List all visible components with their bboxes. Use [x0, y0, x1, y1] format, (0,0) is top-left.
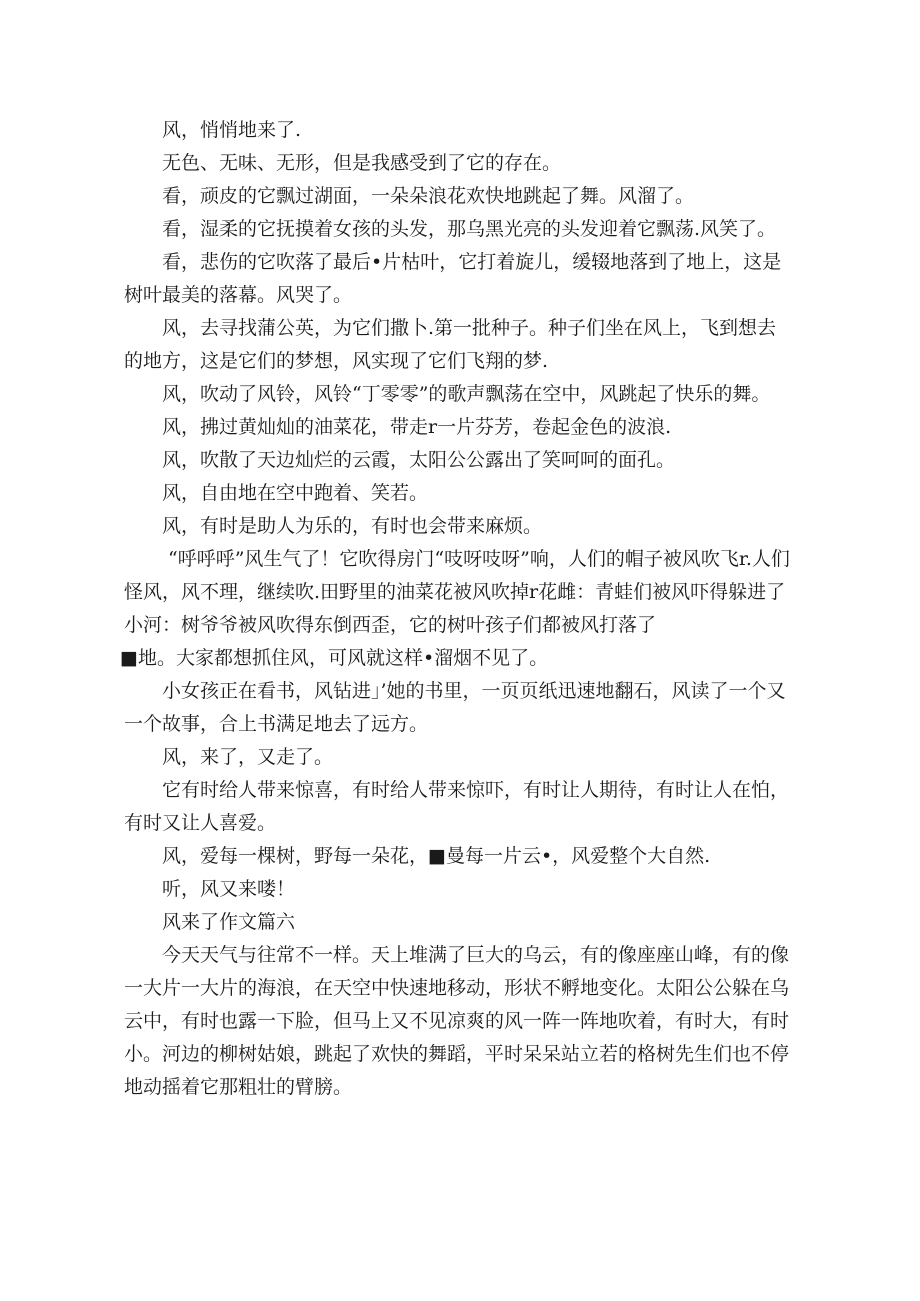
paragraph: 风，有时是助人为乐的，有时也会带来麻烦。	[162, 515, 543, 537]
paragraph: 看，顽皮的它飘过湖面，一朵朵浪花欢快地跳起了舞。风溜了。	[162, 185, 695, 207]
paragraph: 风，去寻找蒲公英，为它们撒卜.第一批种子。种子们坐在风上，飞到想去的地方，这是它们的梦想，风实现了它们飞翔的梦.	[124, 317, 777, 372]
paragraph: 听，风又来喽！	[162, 878, 296, 900]
paragraph: 风，爱每一棵树，野每一朵花，■曼每一片云•，风爱整个大自然.	[162, 845, 711, 867]
paragraph: “呼呼呼”风生气了！它吹得房门“吱呀吱呀”响，人们的帽子被风吹飞r.人们怪风，风不理，继续吹.田野里的油菜花被风吹掉r花雌：青蛙们被风吓得躲进了小河：树爷爷被风吹得东倒西歪，它的树叶孩子们都被风打落了	[124, 548, 790, 636]
paragraph: 看，悲伤的它吹落了最后•片枯叶，它打着旋儿，缓辍地落到了地上，这是树叶最美的落幕。风哭了。	[124, 251, 782, 306]
paragraph: 风，自由地在空中跑着、笑若。	[162, 482, 429, 504]
paragraph: 今天天气与往常不一样。天上堆满了巨大的乌云，有的像座座山峰，有的像一大片一大片的海浪，在天空中快速地移动，形状不孵地变化。太阳公公躲在乌云中，有时也露一下脸，但马上又不见凉爽的风一阵一阵地吹着，有时大，有时小。河边的柳树姑娘，跳起了欢快的舞蹈，平时呆呆站立若的格树先生们也不停地动摇着它那粗壮的臂膀。	[124, 944, 790, 1098]
paragraph: 看，湿柔的它抚摸着女孩的头发，那乌黑光亮的头发迎着它飘荡.风笑了。	[162, 218, 777, 240]
paragraph: 无色、无味、无形，但是我感受到了它的存在。	[162, 152, 562, 174]
paragraph: 风，吹动了风铃，风铃“丁零零”的歌声飘荡在空中，风跳起了快乐的舞。	[162, 383, 771, 405]
paragraph: 风，来了，又走了。	[162, 746, 334, 768]
paragraph: 小女孩正在看书，风钻进」’她的书里，一页页纸迅速地翻石，风读了一个又一个故事，合上书满足地去了远方。	[124, 680, 786, 735]
paragraph: 风，拂过黄灿灿的油菜花，带走r一片芬芳，卷起金色的波浪.	[162, 416, 672, 438]
document-body	[120, 114, 790, 1104]
paragraph: ■地。大家都想抓住风，可风就这样•溜烟不见了。	[120, 647, 549, 669]
section-heading: 风来了作文篇六	[162, 911, 296, 933]
paragraph: 风，吹散了天边灿烂的云霞，太阳公公露出了笑呵呵的面孔。	[162, 449, 676, 471]
paragraph: 它有时给人带来惊喜，有时给人带来惊吓，有时让人期待，有时让人在怕，有时又让人喜爱。	[124, 779, 790, 834]
paragraph: 风，悄悄地来了.	[162, 119, 302, 141]
